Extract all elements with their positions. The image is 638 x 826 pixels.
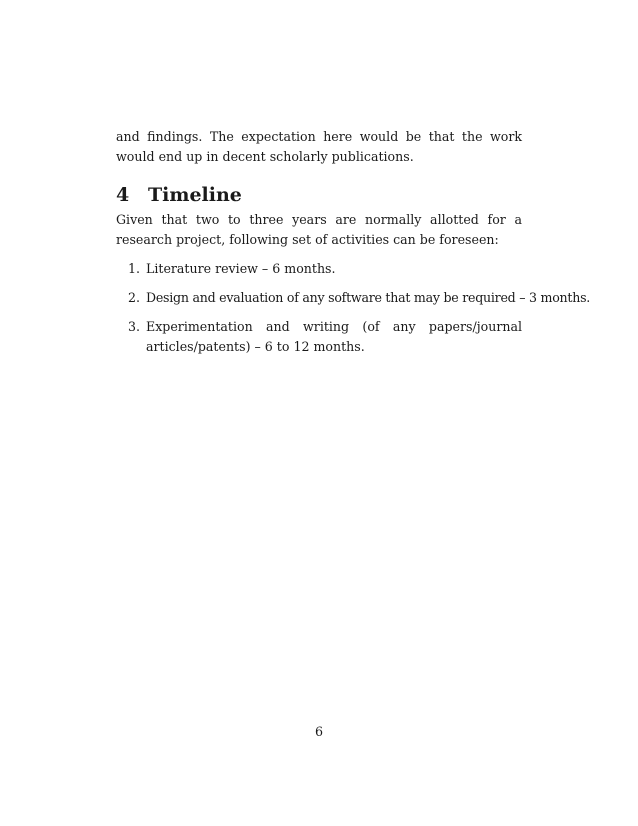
- list-item: [116, 259, 522, 279]
- list-item-text: Literature review – 6 months.: [146, 261, 336, 276]
- timeline-list: [116, 259, 591, 366]
- section-heading: [116, 183, 242, 207]
- list-item-text: Experimentation and writing (of any papers/journal articles/patents) – 6 to 12 months.: [146, 319, 522, 354]
- intro-paragraph: Given that two to three years are normally allotted for a research project, following set of activities can be foreseen:: [116, 212, 522, 247]
- page-number: 6: [314, 724, 323, 739]
- continuation-paragraph: and findings. The expectation here would be that the work would end up in decent scholarly publications.: [116, 129, 522, 164]
- list-item-marker: 1.: [128, 261, 141, 276]
- section-number: 4: [116, 184, 130, 206]
- list-item-marker: 3.: [128, 319, 141, 334]
- list-item: [116, 288, 591, 308]
- list-item-text: Design and evaluation of any software that may be required – 3 months.: [146, 290, 591, 305]
- list-item-marker: 2.: [128, 290, 141, 305]
- section-title: Timeline: [148, 184, 242, 206]
- list-item: [116, 317, 522, 357]
